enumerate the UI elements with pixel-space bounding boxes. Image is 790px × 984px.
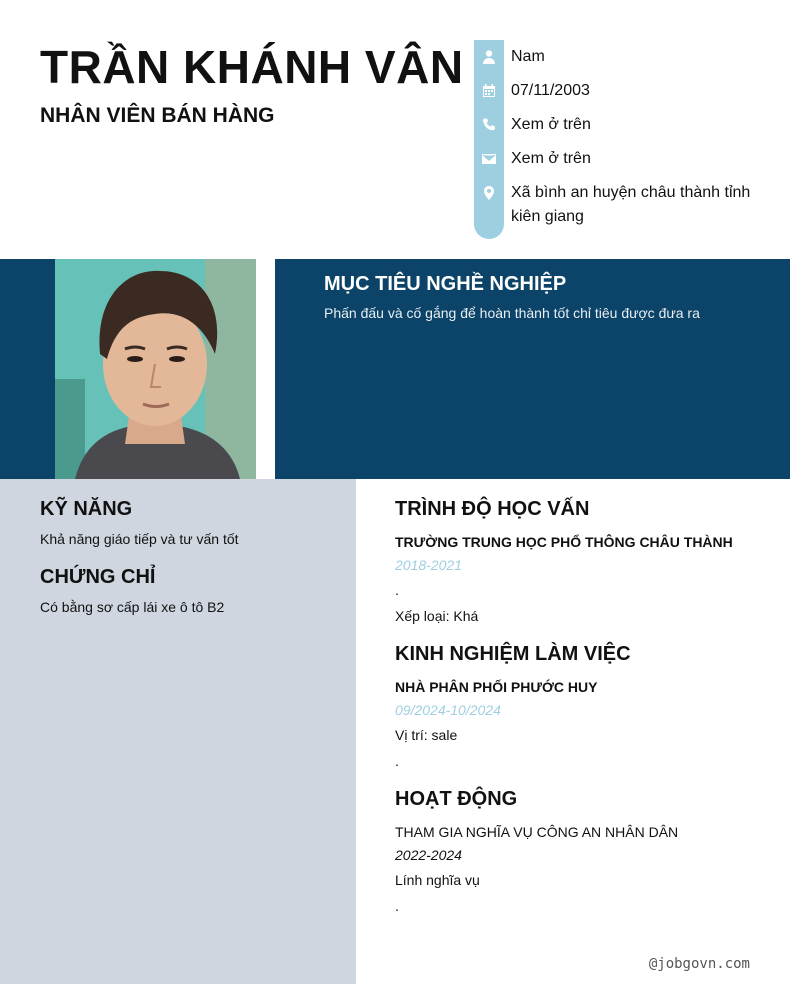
education-school: TRƯỜNG TRUNG HỌC PHỔ THÔNG CHÂU THÀNH (395, 534, 733, 550)
contact-birthdate: 07/11/2003 (511, 82, 590, 99)
experience-company: NHÀ PHÂN PHỐI PHƯỚC HUY (395, 679, 598, 695)
profile-photo (55, 259, 256, 479)
contact-phone: Xem ở trên (511, 116, 591, 133)
education-grade: Xếp loại: Khá (395, 608, 479, 624)
mail-icon (474, 148, 504, 170)
experience-position: Vị trí: sale (395, 727, 458, 743)
experience-title: KINH NGHIỆM LÀM VIỆC (395, 643, 631, 665)
contact-address: Xã bình an huyện châu thành tỉnh kiên giang (511, 184, 751, 225)
calendar-icon (474, 80, 504, 102)
education-title: TRÌNH ĐỘ HỌC VẤN (395, 498, 590, 520)
candidate-name: TRẦN KHÁNH VÂN (40, 41, 464, 93)
certificates-title: CHỨNG CHỈ (40, 566, 156, 588)
job-title: NHÂN VIÊN BÁN HÀNG (40, 104, 275, 127)
contact-gender: Nam (511, 48, 545, 65)
experience-dates: 09/2024-10/2024 (395, 702, 501, 718)
activities-dates: 2022-2024 (395, 847, 462, 863)
experience-dot: . (395, 753, 399, 769)
activities-title: HOẠT ĐỘNG (395, 788, 518, 810)
certificates-text: Có bằng sơ cấp lái xe ô tô B2 (40, 599, 225, 615)
education-dates: 2018-2021 (395, 557, 462, 573)
skills-title: KỸ NĂNG (40, 498, 133, 520)
skills-text: Khả năng giáo tiếp và tư vấn tốt (40, 531, 239, 547)
objective-text: Phấn đấu và cố gắng để hoàn thành tốt chỉ tiêu được đưa ra (324, 305, 700, 321)
activities-org: THAM GIA NGHĨA VỤ CÔNG AN NHÂN DÂN (395, 824, 679, 840)
person-icon (474, 46, 504, 68)
education-dot: . (395, 582, 399, 598)
objective-title: MỤC TIÊU NGHỀ NGHIỆP (324, 273, 567, 295)
location-pin-icon (474, 182, 504, 204)
activities-dot: . (395, 898, 399, 914)
phone-icon (474, 114, 504, 136)
band-gap (256, 259, 275, 479)
band-left (0, 259, 55, 479)
contact-email: Xem ở trên (511, 150, 591, 167)
watermark: @jobgovn.com (648, 956, 750, 972)
contact-rail (474, 40, 504, 239)
left-column (0, 479, 356, 984)
activities-role: Lính nghĩa vụ (395, 872, 480, 888)
